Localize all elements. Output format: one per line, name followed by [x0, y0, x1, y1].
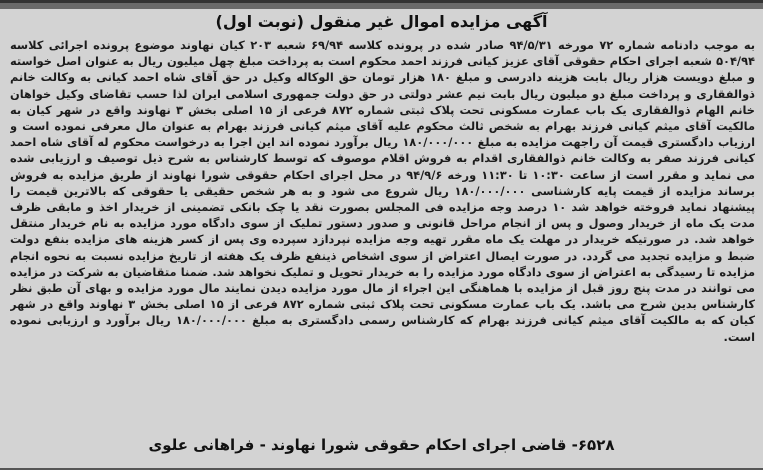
notice-body: به موجب دادنامه شماره ۷۲ مورخه ۹۴/۵/۳۱ صادر شده در پرونده کلاسه ۶۹/۹۴ شعبه ۲۰۳ کیان نهاوند موضوع پرونده اجرائی کلاسه ۵۰۴/۹۴ شعبه اجرای احکام حقوقی آقای عزیز کیانی فرزند احمد محکوم است به پرداخت مبلغ چهل میلیون ریال به عنوان اصل خواسته و مبلغ دویست هزار ریال بابت هزینه دادرسی و مبلغ ۱۸۰ هزار تومان حق الوکاله وکیل در حق آقای شاه احمد کیانی به وکالت خانم ذوالفقاری و پرداخت مبلغ دو میلیون ریال بابت نیم عشر دولتی در حق دولت جمهوری اسلامی ایران لذا حسب تقاضای وکیل خواهان خانم الهام ذوالفقاری یک باب عمارت مسکونی تحت پلاک ثبتی شماره ۸۷۲ فرعی از ۱۵ اصلی بخش ۳ نهاوند واقع در شهر کیان به مالکیت آقای میثم کیانی فرزند بهرام به شخص ثالث محکوم علیه آقای میثم کیانی فرزند بهرام به عنوان مال معرفی نموده است و ارزیاب دادگستری قیمت آن راجهت مزایده به مبلغ ۱۸۰/۰۰۰/۰۰۰ ریال برآورد نموده اند این اجرا به درخواست محکوم له آقای شاه احمد کیانی فرزند صفر به وکالت خانم ذوالفقاری اقدام به فروش اقلام موصوف که توسط کارشناس به شرح ذیل توصیف و ارزیابی شده می نماید و مقرر است از ساعت ۱۰:۳۰ تا ۱۱:۳۰ ورخه ۹۴/۹/۶ در محل اجرای احکام حقوقی شورا نهاوند از طریق مزایده به فروش برساند مزایده از قیمت پایه کارشناسی ۱۸۰/۰۰۰/۰۰۰ ریال شروع می شود و به هر شخص حقیقی یا حقوقی که بالاترین قیمت را پیشنهاد نماید فروخته خواهد شد ۱۰ درصد وجه مزایده فی المجلس بصورت نقد یا چک بانکی تضمینی از خریدار اخذ و مابقی ظرف مدت یک ماه از خریدار وصول و پس از انجام مراحل قانونی و صدور دستور تملیک از سوی دادگاه مورد مزایده به نام خریدار منتقل خواهد شد. در صورتیکه خریدار در مهلت یک ماه مقرر تهیه وجه مزایده نپردازد سپرده وی پس از کسر هزینه های مزایده بنفع دولت ضبط و مزایده تجدید می گردد. در صورت ایصال اعتراض از سوی اشخاص ذینفع ظرف یک هفته از تاریخ مزایده نسبت به نحوه انجام مزایده تا رسیدگی به اعتراض از سوی دادگاه مورد مزایده را به خریدار تحویل و تملیک نخواهد شد. ضمنا متقاضیان به شرکت در مزایده می توانند در مدت پنج روز قبل از مزایده با هماهنگی این اجراء از مال مورد مزایده دیدن نمایند مال مورد مزایده و بهای آن طبق نظر کارشناس بدین شرح می باشد. یک باب عمارت مسکونی تحت پلاک ثبتی شماره ۸۷۲ فرعی از ۱۵ اصلی بخش ۳ نهاوند واقع در شهر کیان که به مالکیت آقای میثم کیانی فرزند بهرام که کارشناس رسمی دادگستری به مبلغ ۱۸۰/۰۰۰/۰۰۰ ریال برآورد و ارزیابی نموده است. [10, 38, 755, 344]
notice-title: آگهی مزایده اموال غیر منقول (نوبت اول) [215, 12, 548, 31]
notice-signature: ۶۵۲۸- قاضی اجرای احکام حقوقی شورا نهاوند - فراهانی علوی [148, 436, 615, 454]
